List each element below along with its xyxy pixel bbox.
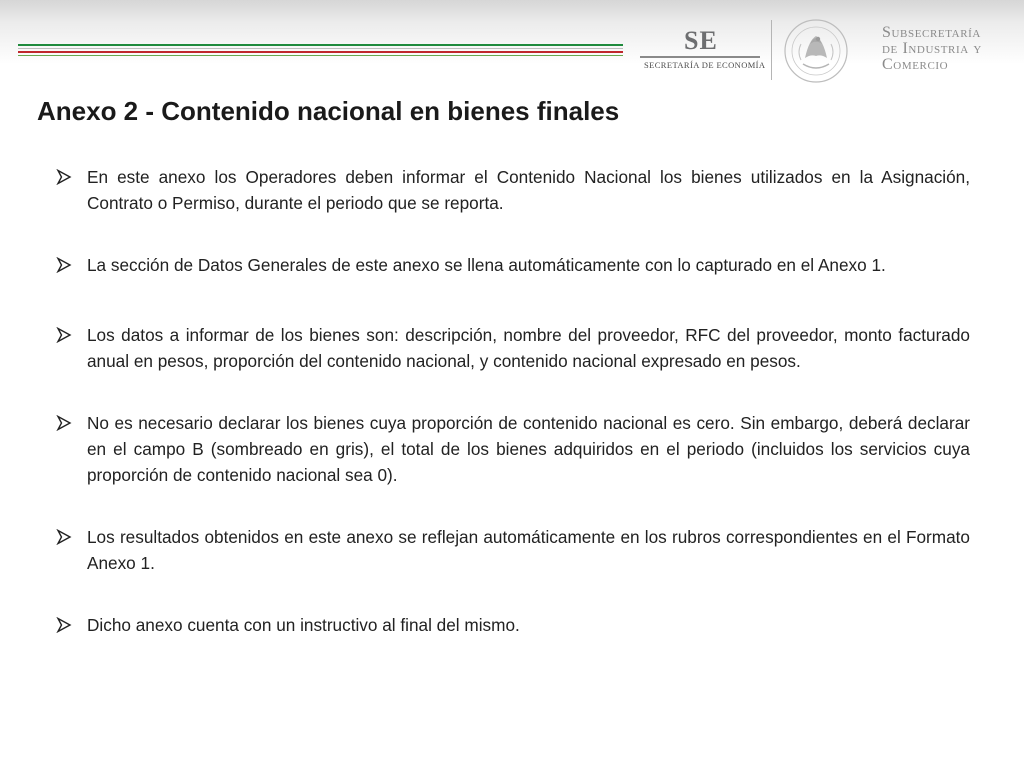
- arrowhead-bullet-icon: [56, 257, 72, 273]
- se-logo-mark: SE: [684, 26, 718, 55]
- se-logo-caption: SECRETARÍA DE ECONOMÍA: [644, 60, 766, 70]
- mexican-coat-of-arms-seal-icon: [783, 18, 849, 84]
- bullet-text: En este anexo los Operadores deben informar el Contenido Nacional los bienes utilizados en la Asignación, Contrato o Permiso, durante el periodo que se reporta.: [87, 167, 970, 213]
- bullet-item: [50, 410, 970, 488]
- stripe-green: [18, 44, 623, 46]
- stripe-gray: [18, 48, 623, 49]
- arrowhead-bullet-icon: [56, 617, 72, 633]
- arrowhead-bullet-icon: [56, 415, 72, 431]
- slide-title: Anexo 2 - Contenido nacional en bienes finales: [37, 96, 620, 126]
- bullet-item: [50, 322, 970, 374]
- header-stripes: [18, 44, 623, 60]
- stripe-red: [18, 51, 623, 53]
- bullet-item: [50, 252, 970, 278]
- subsecretaria-label: [882, 25, 982, 73]
- subsecretaria-line: de Industria y: [882, 40, 982, 57]
- bullet-item: [50, 612, 970, 638]
- subsecretaria-line: Comercio: [882, 56, 949, 73]
- arrowhead-bullet-icon: [56, 327, 72, 343]
- bullet-text: No es necesario declarar los bienes cuya proporción de contenido nacional es cero. Sin embargo, deberá declarar en el campo B (sombreado en gris), el total de los bienes adquiridos en el periodo (incluidos los servicios cuya proporción de contenido nacional sea 0).: [87, 413, 970, 485]
- se-logo: [640, 26, 766, 72]
- se-logo-rule: [640, 56, 760, 58]
- bullet-item: [50, 164, 970, 216]
- stripe-green-thin: [18, 55, 623, 56]
- bullet-text: Los datos a informar de los bienes son: descripción, nombre del proveedor, RFC del proveedor, monto facturado anual en pesos, proporción del contenido nacional, y contenido nacional expresado en pesos.: [87, 325, 970, 371]
- bullet-list: [50, 164, 970, 638]
- bullet-text: Los resultados obtenidos en este anexo se reflejan automáticamente en los rubros correspondientes en el Formato Anexo 1.: [87, 527, 970, 573]
- arrowhead-bullet-icon: [56, 529, 72, 545]
- bullet-text: Dicho anexo cuenta con un instructivo al final del mismo.: [87, 615, 520, 635]
- arrowhead-bullet-icon: [56, 169, 72, 185]
- subsecretaria-line: Subsecretaría: [882, 24, 981, 41]
- logo-divider: [771, 20, 772, 80]
- bullet-item: [50, 524, 970, 576]
- bullet-text: La sección de Datos Generales de este anexo se llena automáticamente con lo capturado en el Anexo 1.: [87, 255, 886, 275]
